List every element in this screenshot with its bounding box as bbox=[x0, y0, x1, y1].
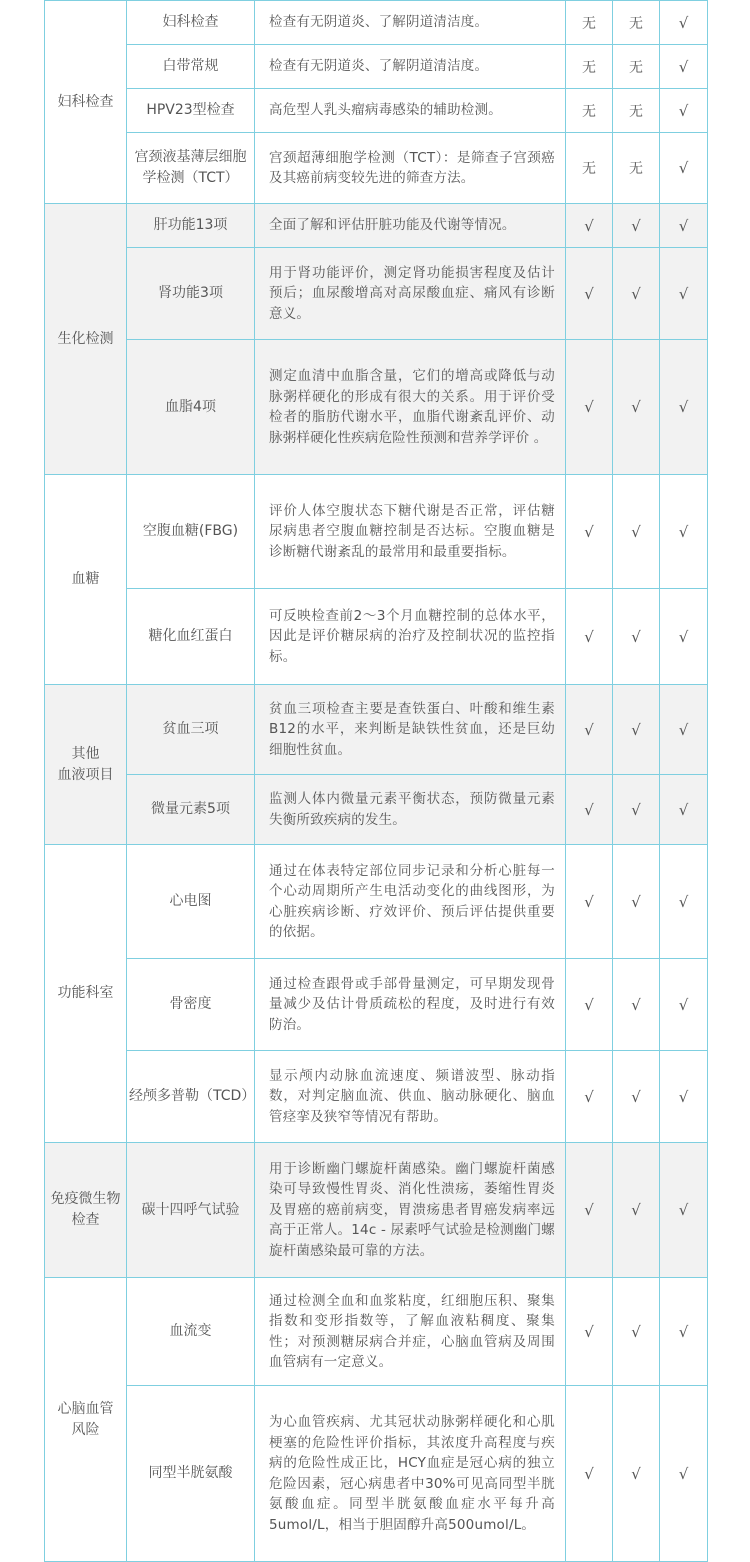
item-description-cell: 用于诊断幽门螺旋杆菌感染。幽门螺旋杆菌感染可导致慢性胃炎、消化性溃疡，萎缩性胃炎及胃癌的癌前病变，胃溃疡患者胃癌发病率远高于正常人。14c - 尿素呼气试验是检测幽门螺旋杆菌感染最可靠的方法。 bbox=[255, 1143, 566, 1278]
check-mark-cell: √ bbox=[660, 1386, 708, 1562]
check-mark-cell: √ bbox=[660, 959, 708, 1051]
check-mark-cell: √ bbox=[613, 589, 660, 685]
table-row bbox=[45, 1143, 708, 1278]
check-mark-cell: √ bbox=[566, 1051, 613, 1143]
item-description-cell: 评价人体空腹状态下糖代谢是否正常，评估糖尿病患者空腹血糖控制是否达标。空腹血糖是诊断糖代谢紊乱的最常用和最重要指标。 bbox=[255, 475, 566, 589]
check-mark-cell: √ bbox=[613, 775, 660, 845]
check-mark-cell: √ bbox=[660, 475, 708, 589]
item-description-cell: 高危型人乳头瘤病毒感染的辅助检测。 bbox=[255, 89, 566, 133]
check-mark-cell: √ bbox=[566, 1278, 613, 1386]
check-mark-cell: √ bbox=[613, 475, 660, 589]
check-mark-cell: √ bbox=[613, 248, 660, 340]
category-cell: 其他 血液项目 bbox=[45, 685, 127, 845]
check-mark-cell: √ bbox=[660, 775, 708, 845]
item-name-cell: 碳十四呼气试验 bbox=[127, 1143, 255, 1278]
not-included-cell: 无 bbox=[566, 45, 613, 89]
check-mark-cell: √ bbox=[613, 1278, 660, 1386]
check-mark-cell: √ bbox=[566, 959, 613, 1051]
table-row bbox=[45, 845, 708, 959]
check-mark-cell: √ bbox=[660, 589, 708, 685]
item-name-cell: 白带常规 bbox=[127, 45, 255, 89]
not-included-cell: 无 bbox=[613, 45, 660, 89]
check-mark-cell: √ bbox=[566, 1143, 613, 1278]
check-mark-cell: √ bbox=[566, 475, 613, 589]
item-name-cell: 心电图 bbox=[127, 845, 255, 959]
not-included-cell: 无 bbox=[566, 89, 613, 133]
item-description-cell: 为心血管疾病、尤其冠状动脉粥样硬化和心肌梗塞的危险性评价指标，其浓度升高程度与疾病的危险性成正比，HCY血症是冠心病的独立危险因素，冠心病患者中30%可见高同型半胱氨酸血症。同型半胱氨酸血症水平每升高5umol/L，相当于胆固醇升高500umol/L。 bbox=[255, 1386, 566, 1562]
table-row bbox=[45, 1386, 708, 1562]
check-mark-cell: √ bbox=[660, 45, 708, 89]
category-cell: 功能科室 bbox=[45, 845, 127, 1143]
check-mark-cell: √ bbox=[660, 133, 708, 204]
table-row bbox=[45, 340, 708, 475]
item-description-cell: 贫血三项检查主要是查铁蛋白、叶酸和维生素B12的水平，来判断是缺铁性贫血，还是巨幼细胞性贫血。 bbox=[255, 685, 566, 775]
item-description-cell: 宫颈超薄细胞学检测（TCT）：是筛查子宫颈癌及其癌前病变较先进的筛查方法。 bbox=[255, 133, 566, 204]
table-row bbox=[45, 589, 708, 685]
item-description-cell: 显示颅内动脉血流速度、频谱波型、脉动指数，对判定脑血流、供血、脑动脉硬化、脑血管痉挛及狭窄等情况有帮助。 bbox=[255, 1051, 566, 1143]
item-name-cell: 同型半胱氨酸 bbox=[127, 1386, 255, 1562]
check-mark-cell: √ bbox=[660, 89, 708, 133]
check-mark-cell: √ bbox=[566, 845, 613, 959]
check-mark-cell: √ bbox=[613, 1051, 660, 1143]
check-mark-cell: √ bbox=[613, 1143, 660, 1278]
item-name-cell: 骨密度 bbox=[127, 959, 255, 1051]
check-mark-cell: √ bbox=[566, 340, 613, 475]
check-mark-cell: √ bbox=[613, 340, 660, 475]
check-mark-cell: √ bbox=[660, 1051, 708, 1143]
item-name-cell: 空腹血糖(FBG) bbox=[127, 475, 255, 589]
item-name-cell: 经颅多普勒（TCD） bbox=[127, 1051, 255, 1143]
category-cell: 生化检测 bbox=[45, 204, 127, 475]
item-name-cell: 糖化血红蛋白 bbox=[127, 589, 255, 685]
table-row bbox=[45, 1, 708, 45]
table-row bbox=[45, 685, 708, 775]
table-row bbox=[45, 775, 708, 845]
table-row bbox=[45, 133, 708, 204]
not-included-cell: 无 bbox=[566, 1, 613, 45]
table-row bbox=[45, 1051, 708, 1143]
check-mark-cell: √ bbox=[660, 248, 708, 340]
item-name-cell: 肝功能13项 bbox=[127, 204, 255, 248]
check-mark-cell: √ bbox=[566, 204, 613, 248]
category-cell: 心脑血管 风险 bbox=[45, 1278, 127, 1562]
category-cell: 妇科检查 bbox=[45, 1, 127, 204]
item-name-cell: 肾功能3项 bbox=[127, 248, 255, 340]
item-name-cell: 妇科检查 bbox=[127, 1, 255, 45]
not-included-cell: 无 bbox=[566, 133, 613, 204]
exam-table bbox=[44, 0, 708, 1562]
item-name-cell: 血脂4项 bbox=[127, 340, 255, 475]
item-description-cell: 全面了解和评估肝脏功能及代谢等情况。 bbox=[255, 204, 566, 248]
item-name-cell: 宫颈液基薄层细胞学检测（TCT） bbox=[127, 133, 255, 204]
category-cell: 血糖 bbox=[45, 475, 127, 685]
item-description-cell: 可反映检查前2～3个月血糖控制的总体水平，因此是评价糖尿病的治疗及控制状况的监控指标。 bbox=[255, 589, 566, 685]
table-row bbox=[45, 959, 708, 1051]
check-mark-cell: √ bbox=[613, 1386, 660, 1562]
item-name-cell: 血流变 bbox=[127, 1278, 255, 1386]
check-mark-cell: √ bbox=[660, 1278, 708, 1386]
item-description-cell: 检查有无阴道炎、了解阴道清洁度。 bbox=[255, 1, 566, 45]
check-mark-cell: √ bbox=[613, 845, 660, 959]
check-mark-cell: √ bbox=[566, 248, 613, 340]
item-description-cell: 检查有无阴道炎、了解阴道清洁度。 bbox=[255, 45, 566, 89]
check-mark-cell: √ bbox=[613, 204, 660, 248]
item-description-cell: 通过检查跟骨或手部骨量测定，可早期发现骨量减少及估计骨质疏松的程度，及时进行有效防治。 bbox=[255, 959, 566, 1051]
table-row bbox=[45, 475, 708, 589]
check-mark-cell: √ bbox=[660, 340, 708, 475]
check-mark-cell: √ bbox=[613, 959, 660, 1051]
item-description-cell: 测定血清中血脂含量，它们的增高或降低与动脉粥样硬化的形成有很大的关系。用于评价受检者的脂肪代谢水平，血脂代谢紊乱评价、动脉粥样硬化性疾病危险性预测和营养学评价 。 bbox=[255, 340, 566, 475]
table-row bbox=[45, 89, 708, 133]
not-included-cell: 无 bbox=[613, 89, 660, 133]
not-included-cell: 无 bbox=[613, 1, 660, 45]
table-row bbox=[45, 248, 708, 340]
item-name-cell: 贫血三项 bbox=[127, 685, 255, 775]
table-row bbox=[45, 204, 708, 248]
check-mark-cell: √ bbox=[613, 685, 660, 775]
item-description-cell: 通过在体表特定部位同步记录和分析心脏每一个心动周期所产生电活动变化的曲线图形，为心脏疾病诊断、疗效评价、预后评估提供重要的依据。 bbox=[255, 845, 566, 959]
check-mark-cell: √ bbox=[566, 589, 613, 685]
check-mark-cell: √ bbox=[660, 845, 708, 959]
category-cell: 免疫微生物 检查 bbox=[45, 1143, 127, 1278]
item-name-cell: 微量元素5项 bbox=[127, 775, 255, 845]
exam-table-body bbox=[45, 1, 708, 1562]
table-row bbox=[45, 1278, 708, 1386]
item-description-cell: 通过检测全血和血浆粘度，红细胞压积、聚集指数和变形指数等，了解血液粘稠度、聚集性；对预测糖尿病合并症，心脑血管病及周围血管病有一定意义。 bbox=[255, 1278, 566, 1386]
check-mark-cell: √ bbox=[566, 685, 613, 775]
check-mark-cell: √ bbox=[660, 1, 708, 45]
item-name-cell: HPV23型检查 bbox=[127, 89, 255, 133]
check-mark-cell: √ bbox=[566, 775, 613, 845]
item-description-cell: 用于肾功能评价，测定肾功能损害程度及估计预后；血尿酸增高对高尿酸血症、痛风有诊断意义。 bbox=[255, 248, 566, 340]
item-description-cell: 监测人体内微量元素平衡状态，预防微量元素失衡所致疾病的发生。 bbox=[255, 775, 566, 845]
check-mark-cell: √ bbox=[660, 685, 708, 775]
check-mark-cell: √ bbox=[660, 1143, 708, 1278]
check-mark-cell: √ bbox=[566, 1386, 613, 1562]
not-included-cell: 无 bbox=[613, 133, 660, 204]
table-row bbox=[45, 45, 708, 89]
check-mark-cell: √ bbox=[660, 204, 708, 248]
